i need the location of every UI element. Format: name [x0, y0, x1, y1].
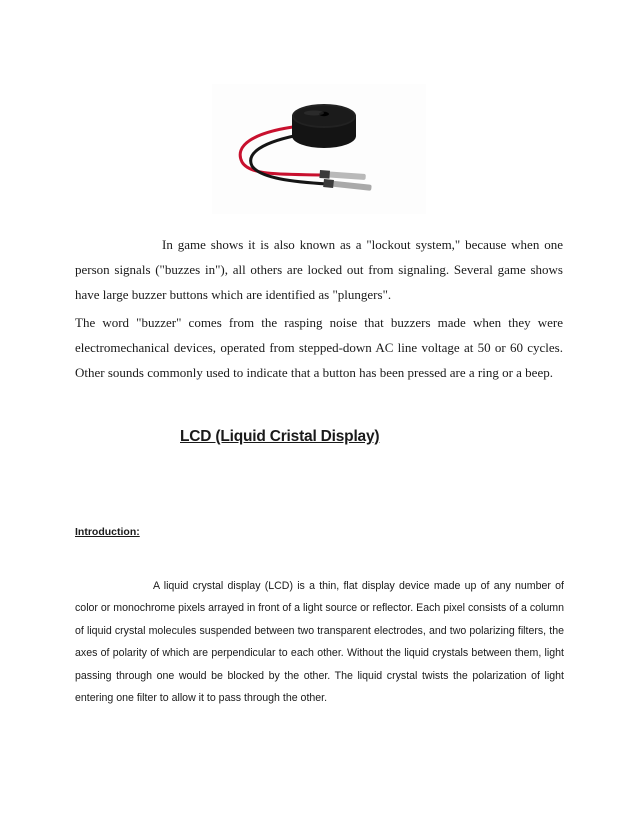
piezo-buzzer-photo-icon — [212, 84, 426, 214]
paragraph-buzzer-origin: The word "buzzer" comes from the rasping noise that buzzers made when they were electromechanical devices, operated from stepped-down AC line voltage at 50 or 60 cycles. Other sounds commonly used to indicate that a button has been pressed are a ring or a beep. — [75, 315, 563, 380]
introduction-heading: Introduction: — [75, 526, 140, 538]
section-title: LCD (Liquid Cristal Display) — [180, 428, 380, 445]
paragraph-lockout-system: In game shows it is also known as a "lockout system," because when one person signals ("buzzes in"), all others are locked out from signaling. Several game shows have large buzzer buttons which are identified as "plungers". — [75, 237, 563, 302]
paragraph-lcd-introduction: A liquid crystal display (LCD) is a thin, flat display device made up of any number of color or monochrome pixels arrayed in front of a light source or reflector. Each pixel consists of a column of liquid crystal molecules suspended between two transparent electrodes, and two polarizing filters, the axes of polarity of which are perpendicular to each other. Without the liquid crystals between them, light passing through one would be blocked by the other. The liquid crystal twists the polarization of light entering one filter to allow it to pass through the other. — [75, 580, 564, 705]
buzzer-image — [212, 84, 426, 214]
